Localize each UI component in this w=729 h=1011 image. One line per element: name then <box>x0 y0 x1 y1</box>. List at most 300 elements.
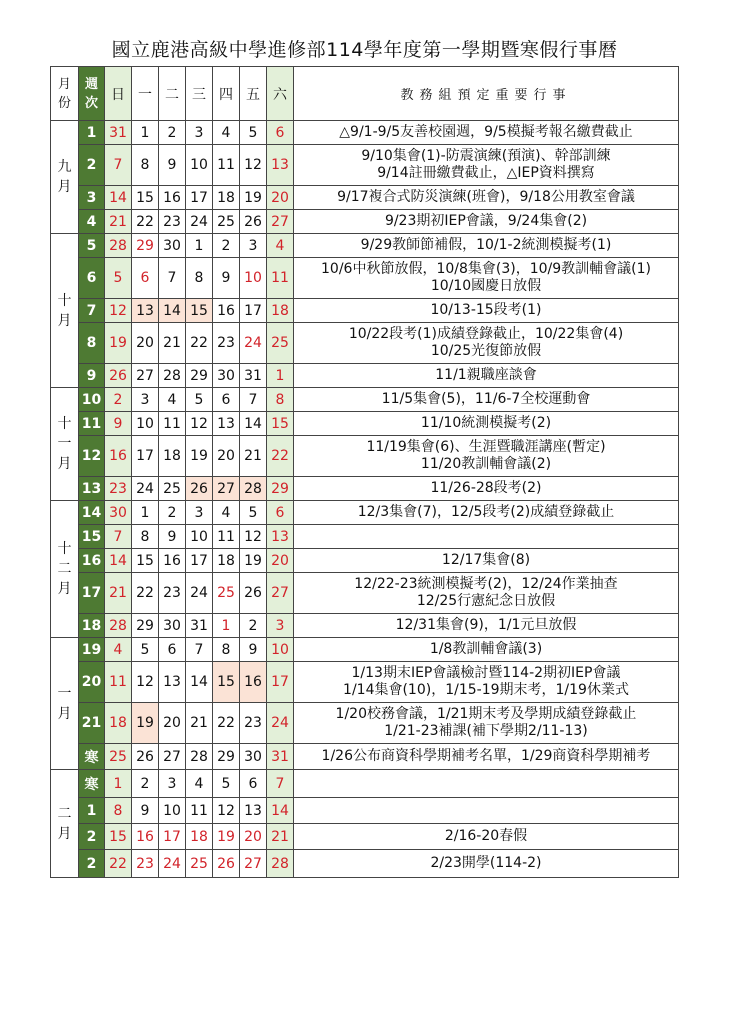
event-line: 9/29教師節補假，10/1-2統測模擬考(1) <box>360 237 612 253</box>
day-cell: 8 <box>132 525 159 549</box>
day-cell: 6 <box>240 770 267 798</box>
event-line: 11/19集會(6)、生涯暨職涯講座(暫定) <box>366 439 606 455</box>
day-cell: 25 <box>105 744 132 770</box>
day-cell: 19 <box>240 549 267 573</box>
week-number: 10 <box>79 388 105 412</box>
day-cell: 30 <box>159 614 186 638</box>
day-cell: 4 <box>267 234 294 258</box>
day-cell: 27 <box>213 477 240 501</box>
event-line: 12/3集會(7)，12/5段考(2)成績登錄截止 <box>357 504 615 520</box>
event-cell <box>294 798 679 824</box>
day-header-sun: 日 <box>105 67 132 121</box>
day-cell: 5 <box>132 638 159 662</box>
day-cell: 22 <box>132 210 159 234</box>
day-cell: 25 <box>213 210 240 234</box>
event-line: 11/5集會(5)，11/6-7全校運動會 <box>381 391 591 407</box>
event-cell <box>294 573 679 614</box>
week-number: 13 <box>79 477 105 501</box>
week-row <box>51 614 679 638</box>
month-label-char: 月 <box>57 825 72 842</box>
event-cell <box>294 614 679 638</box>
day-cell: 17 <box>186 549 213 573</box>
day-cell: 9 <box>213 258 240 299</box>
day-cell: 14 <box>105 549 132 573</box>
week-row <box>51 121 679 145</box>
day-cell: 29 <box>132 234 159 258</box>
week-row <box>51 573 679 614</box>
day-cell: 21 <box>159 323 186 364</box>
day-cell: 23 <box>213 323 240 364</box>
event-line: 1/8教訓輔會議(3) <box>429 641 543 657</box>
day-cell: 17 <box>132 436 159 477</box>
week-number: 20 <box>79 662 105 703</box>
month-header: 月 份 <box>51 67 79 121</box>
day-cell: 7 <box>240 388 267 412</box>
event-line: 11/10統測模擬考(2) <box>420 415 552 431</box>
day-cell: 10 <box>186 525 213 549</box>
day-cell: 10 <box>240 258 267 299</box>
week-row <box>51 549 679 573</box>
event-line: 9/14註冊繳費截止，△IEP資料撰寫 <box>377 165 595 181</box>
event-line: 1/13期末IEP會議檢討暨114-2期初IEP會議 <box>351 665 621 681</box>
event-line: 12/22-23統測模擬考(2)，12/24作業抽查 <box>354 576 618 592</box>
day-cell: 19 <box>240 186 267 210</box>
week-row <box>51 364 679 388</box>
day-cell: 16 <box>105 436 132 477</box>
day-cell: 14 <box>186 662 213 703</box>
day-cell: 14 <box>159 299 186 323</box>
day-cell: 28 <box>105 234 132 258</box>
day-cell: 20 <box>159 703 186 744</box>
week-number: 8 <box>79 323 105 364</box>
day-cell: 24 <box>240 323 267 364</box>
day-cell: 30 <box>240 744 267 770</box>
day-cell: 30 <box>159 234 186 258</box>
events-header: 教務組預定重要行事 <box>294 67 679 121</box>
day-cell: 2 <box>240 614 267 638</box>
day-cell: 11 <box>105 662 132 703</box>
event-line: 10/6中秋節放假，10/8集會(3)，10/9教訓輔會議(1) <box>321 261 651 277</box>
day-cell: 13 <box>267 525 294 549</box>
day-cell: 6 <box>132 258 159 299</box>
day-cell: 11 <box>213 145 240 186</box>
month-label-char: 月 <box>57 581 72 597</box>
event-cell <box>294 436 679 477</box>
day-cell: 20 <box>267 549 294 573</box>
event-cell <box>294 703 679 744</box>
event-line: 11/20教訓輔會議(2) <box>420 456 552 472</box>
day-cell: 15 <box>213 662 240 703</box>
week-row <box>51 703 679 744</box>
day-cell: 25 <box>267 323 294 364</box>
day-cell: 15 <box>267 412 294 436</box>
day-cell: 9 <box>240 638 267 662</box>
day-cell: 17 <box>186 186 213 210</box>
week-number: 5 <box>79 234 105 258</box>
week-row <box>51 501 679 525</box>
day-cell: 24 <box>186 210 213 234</box>
day-cell: 9 <box>105 412 132 436</box>
day-cell: 9 <box>159 145 186 186</box>
event-cell <box>294 477 679 501</box>
day-cell: 7 <box>186 638 213 662</box>
week-number: 14 <box>79 501 105 525</box>
day-cell: 20 <box>267 186 294 210</box>
week-number: 4 <box>79 210 105 234</box>
week-row <box>51 770 679 798</box>
day-cell: 25 <box>159 477 186 501</box>
week-number: 6 <box>79 258 105 299</box>
day-cell: 15 <box>105 824 132 850</box>
day-cell: 26 <box>132 744 159 770</box>
week-number: 12 <box>79 436 105 477</box>
month-label-char: 九 <box>57 159 72 175</box>
day-header-sat: 六 <box>267 67 294 121</box>
day-cell: 23 <box>132 850 159 878</box>
day-cell: 5 <box>213 770 240 798</box>
week-row <box>51 850 679 878</box>
day-cell: 21 <box>105 210 132 234</box>
day-cell: 31 <box>240 364 267 388</box>
event-cell <box>294 323 679 364</box>
day-cell: 17 <box>240 299 267 323</box>
week-number: 1 <box>79 798 105 824</box>
day-cell: 21 <box>240 436 267 477</box>
day-cell: 5 <box>105 258 132 299</box>
day-cell: 3 <box>186 121 213 145</box>
day-cell: 27 <box>132 364 159 388</box>
month-label-char: 一 <box>57 436 72 452</box>
week-number: 寒 <box>79 770 105 798</box>
day-cell: 13 <box>132 299 159 323</box>
week-number: 寒 <box>79 744 105 770</box>
day-cell: 29 <box>213 744 240 770</box>
week-number: 7 <box>79 299 105 323</box>
day-cell: 3 <box>240 234 267 258</box>
day-cell: 2 <box>213 234 240 258</box>
event-cell <box>294 662 679 703</box>
month-label-char: 十 <box>57 416 72 432</box>
day-cell: 3 <box>159 770 186 798</box>
day-cell: 17 <box>159 824 186 850</box>
day-cell: 8 <box>105 798 132 824</box>
week-number: 2 <box>79 145 105 186</box>
month-label-char: 月 <box>57 179 72 195</box>
day-cell: 14 <box>240 412 267 436</box>
day-cell: 18 <box>186 824 213 850</box>
event-line: 10/13-15段考(1) <box>430 302 542 318</box>
event-line: 12/17集會(8) <box>441 552 531 568</box>
event-cell <box>294 850 679 878</box>
week-number: 2 <box>79 850 105 878</box>
month-label <box>51 388 79 501</box>
event-cell <box>294 258 679 299</box>
week-row <box>51 638 679 662</box>
month-label-char: 月 <box>57 705 72 722</box>
day-cell: 29 <box>267 477 294 501</box>
day-cell: 13 <box>267 145 294 186</box>
day-cell: 11 <box>213 525 240 549</box>
day-cell: 6 <box>267 121 294 145</box>
day-cell: 1 <box>213 614 240 638</box>
week-row <box>51 798 679 824</box>
day-cell: 3 <box>267 614 294 638</box>
day-cell: 10 <box>267 638 294 662</box>
day-cell: 23 <box>159 573 186 614</box>
day-cell: 29 <box>132 614 159 638</box>
event-cell <box>294 299 679 323</box>
day-cell: 2 <box>159 501 186 525</box>
month-label-char: 月 <box>57 456 72 472</box>
day-cell: 24 <box>132 477 159 501</box>
day-cell: 18 <box>213 186 240 210</box>
day-cell: 31 <box>105 121 132 145</box>
week-number: 2 <box>79 824 105 850</box>
day-cell: 22 <box>186 323 213 364</box>
week-row <box>51 525 679 549</box>
day-cell: 4 <box>213 121 240 145</box>
day-cell: 23 <box>105 477 132 501</box>
week-row <box>51 744 679 770</box>
week-number: 21 <box>79 703 105 744</box>
day-cell: 27 <box>240 850 267 878</box>
day-cell: 30 <box>105 501 132 525</box>
event-cell <box>294 186 679 210</box>
event-line: 12/31集會(9)，1/1元旦放假 <box>395 617 577 633</box>
week-row <box>51 234 679 258</box>
event-line: 1/21-23補課(補下學期2/11-13) <box>384 723 588 739</box>
event-cell <box>294 121 679 145</box>
month-label-char: 二 <box>57 805 72 822</box>
day-cell: 4 <box>105 638 132 662</box>
day-cell: 31 <box>267 744 294 770</box>
day-cell: 1 <box>186 234 213 258</box>
day-cell: 24 <box>267 703 294 744</box>
day-cell: 14 <box>267 798 294 824</box>
day-cell: 16 <box>159 186 186 210</box>
week-row <box>51 299 679 323</box>
day-cell: 26 <box>240 210 267 234</box>
day-cell: 7 <box>159 258 186 299</box>
day-cell: 7 <box>267 770 294 798</box>
day-cell: 8 <box>186 258 213 299</box>
day-cell: 5 <box>240 121 267 145</box>
day-cell: 1 <box>132 121 159 145</box>
event-line: 2/16-20春假 <box>444 828 528 844</box>
day-cell: 20 <box>213 436 240 477</box>
day-cell: 18 <box>267 299 294 323</box>
event-cell <box>294 770 679 798</box>
week-row <box>51 477 679 501</box>
page-title: 國立鹿港高級中學進修部114學年度第一學期暨寒假行事曆 <box>111 39 618 61</box>
week-row <box>51 662 679 703</box>
day-cell: 18 <box>105 703 132 744</box>
event-line: 12/25行憲紀念日放假 <box>416 593 556 609</box>
day-cell: 28 <box>240 477 267 501</box>
day-cell: 25 <box>213 573 240 614</box>
day-cell: 5 <box>240 501 267 525</box>
week-row <box>51 388 679 412</box>
day-cell: 23 <box>240 703 267 744</box>
week-row <box>51 186 679 210</box>
day-cell: 15 <box>186 299 213 323</box>
week-number: 17 <box>79 573 105 614</box>
day-cell: 23 <box>159 210 186 234</box>
day-cell: 30 <box>213 364 240 388</box>
day-cell: 26 <box>186 477 213 501</box>
month-label <box>51 501 79 638</box>
day-cell: 3 <box>186 501 213 525</box>
day-header-mon: 一 <box>132 67 159 121</box>
month-label <box>51 234 79 388</box>
day-cell: 4 <box>159 388 186 412</box>
event-line: 10/10國慶日放假 <box>430 278 542 294</box>
day-cell: 22 <box>132 573 159 614</box>
event-line: 10/22段考(1)成績登錄截止，10/22集會(4) <box>348 326 624 342</box>
day-cell: 28 <box>105 614 132 638</box>
week-number: 19 <box>79 638 105 662</box>
day-cell: 15 <box>132 549 159 573</box>
day-cell: 22 <box>267 436 294 477</box>
day-cell: 9 <box>132 798 159 824</box>
event-cell <box>294 364 679 388</box>
event-cell <box>294 501 679 525</box>
day-cell: 8 <box>267 388 294 412</box>
event-line: 1/26公布商資科學期補考名單，1/29商資科學期補考 <box>321 748 651 764</box>
event-cell <box>294 525 679 549</box>
day-cell: 13 <box>213 412 240 436</box>
week-row <box>51 210 679 234</box>
week-number: 16 <box>79 549 105 573</box>
event-line: 2/23開學(114-2) <box>430 855 542 871</box>
event-line: △9/1-9/5友善校園週，9/5模擬考報名繳費截止 <box>339 124 633 140</box>
day-header-fri: 五 <box>240 67 267 121</box>
event-line: 10/25光復節放假 <box>430 343 542 359</box>
month-label <box>51 638 79 770</box>
day-header-wed: 三 <box>186 67 213 121</box>
event-line: 9/10集會(1)-防震演練(預演)、幹部訓練 <box>361 148 611 164</box>
event-cell <box>294 549 679 573</box>
day-cell: 10 <box>186 145 213 186</box>
day-cell: 12 <box>105 299 132 323</box>
day-cell: 26 <box>105 364 132 388</box>
day-cell: 14 <box>105 186 132 210</box>
week-row <box>51 323 679 364</box>
header-row <box>51 67 679 121</box>
day-cell: 4 <box>213 501 240 525</box>
day-cell: 16 <box>240 662 267 703</box>
week-number: 3 <box>79 186 105 210</box>
month-label-char: 一 <box>57 685 72 702</box>
day-cell: 24 <box>159 850 186 878</box>
day-cell: 22 <box>213 703 240 744</box>
event-line: 11/1親職座談會 <box>435 367 537 383</box>
week-row <box>51 145 679 186</box>
event-cell <box>294 638 679 662</box>
day-cell: 2 <box>159 121 186 145</box>
event-cell <box>294 744 679 770</box>
event-line: 11/26-28段考(2) <box>430 480 542 496</box>
day-cell: 12 <box>132 662 159 703</box>
day-cell: 13 <box>240 798 267 824</box>
event-cell <box>294 210 679 234</box>
week-number: 1 <box>79 121 105 145</box>
day-cell: 6 <box>267 501 294 525</box>
day-cell: 18 <box>213 549 240 573</box>
day-cell: 11 <box>267 258 294 299</box>
week-header: 週 次 <box>79 67 105 121</box>
day-cell: 28 <box>267 850 294 878</box>
day-cell: 2 <box>132 770 159 798</box>
day-cell: 6 <box>159 638 186 662</box>
event-cell <box>294 412 679 436</box>
week-row <box>51 412 679 436</box>
day-cell: 19 <box>132 703 159 744</box>
day-cell: 19 <box>186 436 213 477</box>
day-cell: 13 <box>159 662 186 703</box>
week-row <box>51 824 679 850</box>
day-cell: 24 <box>186 573 213 614</box>
day-cell: 7 <box>105 145 132 186</box>
event-cell <box>294 824 679 850</box>
day-cell: 26 <box>240 573 267 614</box>
week-number: 18 <box>79 614 105 638</box>
week-row <box>51 258 679 299</box>
day-cell: 2 <box>105 388 132 412</box>
event-cell <box>294 388 679 412</box>
day-cell: 11 <box>186 798 213 824</box>
day-cell: 10 <box>132 412 159 436</box>
day-cell: 6 <box>213 388 240 412</box>
event-line: 1/14集會(10)，1/15-19期末考，1/19休業式 <box>343 682 629 698</box>
week-row <box>51 436 679 477</box>
day-cell: 8 <box>132 145 159 186</box>
event-cell <box>294 234 679 258</box>
day-cell: 28 <box>186 744 213 770</box>
event-cell <box>294 145 679 186</box>
day-cell: 19 <box>213 824 240 850</box>
day-cell: 1 <box>267 364 294 388</box>
day-cell: 28 <box>159 364 186 388</box>
day-cell: 12 <box>213 798 240 824</box>
day-header-tue: 二 <box>159 67 186 121</box>
day-cell: 27 <box>159 744 186 770</box>
day-header-thu: 四 <box>213 67 240 121</box>
day-cell: 1 <box>132 501 159 525</box>
day-cell: 15 <box>132 186 159 210</box>
day-cell: 27 <box>267 573 294 614</box>
day-cell: 26 <box>213 850 240 878</box>
event-line: 9/17複合式防災演練(班會)，9/18公用教室會議 <box>337 189 635 205</box>
week-number: 9 <box>79 364 105 388</box>
calendar-table <box>50 66 679 878</box>
day-cell: 12 <box>240 145 267 186</box>
day-cell: 21 <box>186 703 213 744</box>
day-cell: 18 <box>159 436 186 477</box>
day-cell: 22 <box>105 850 132 878</box>
month-label-char: 十 <box>57 541 72 557</box>
calendar-body <box>51 121 679 878</box>
event-line: 9/23期初IEP會議，9/24集會(2) <box>384 213 588 229</box>
month-label <box>51 770 79 878</box>
day-cell: 8 <box>213 638 240 662</box>
day-cell: 10 <box>159 798 186 824</box>
week-number: 15 <box>79 525 105 549</box>
day-cell: 16 <box>159 549 186 573</box>
month-label-char: 二 <box>57 561 72 577</box>
day-cell: 3 <box>132 388 159 412</box>
event-line: 1/20校務會議，1/21期末考及學期成績登錄截止 <box>335 706 637 722</box>
